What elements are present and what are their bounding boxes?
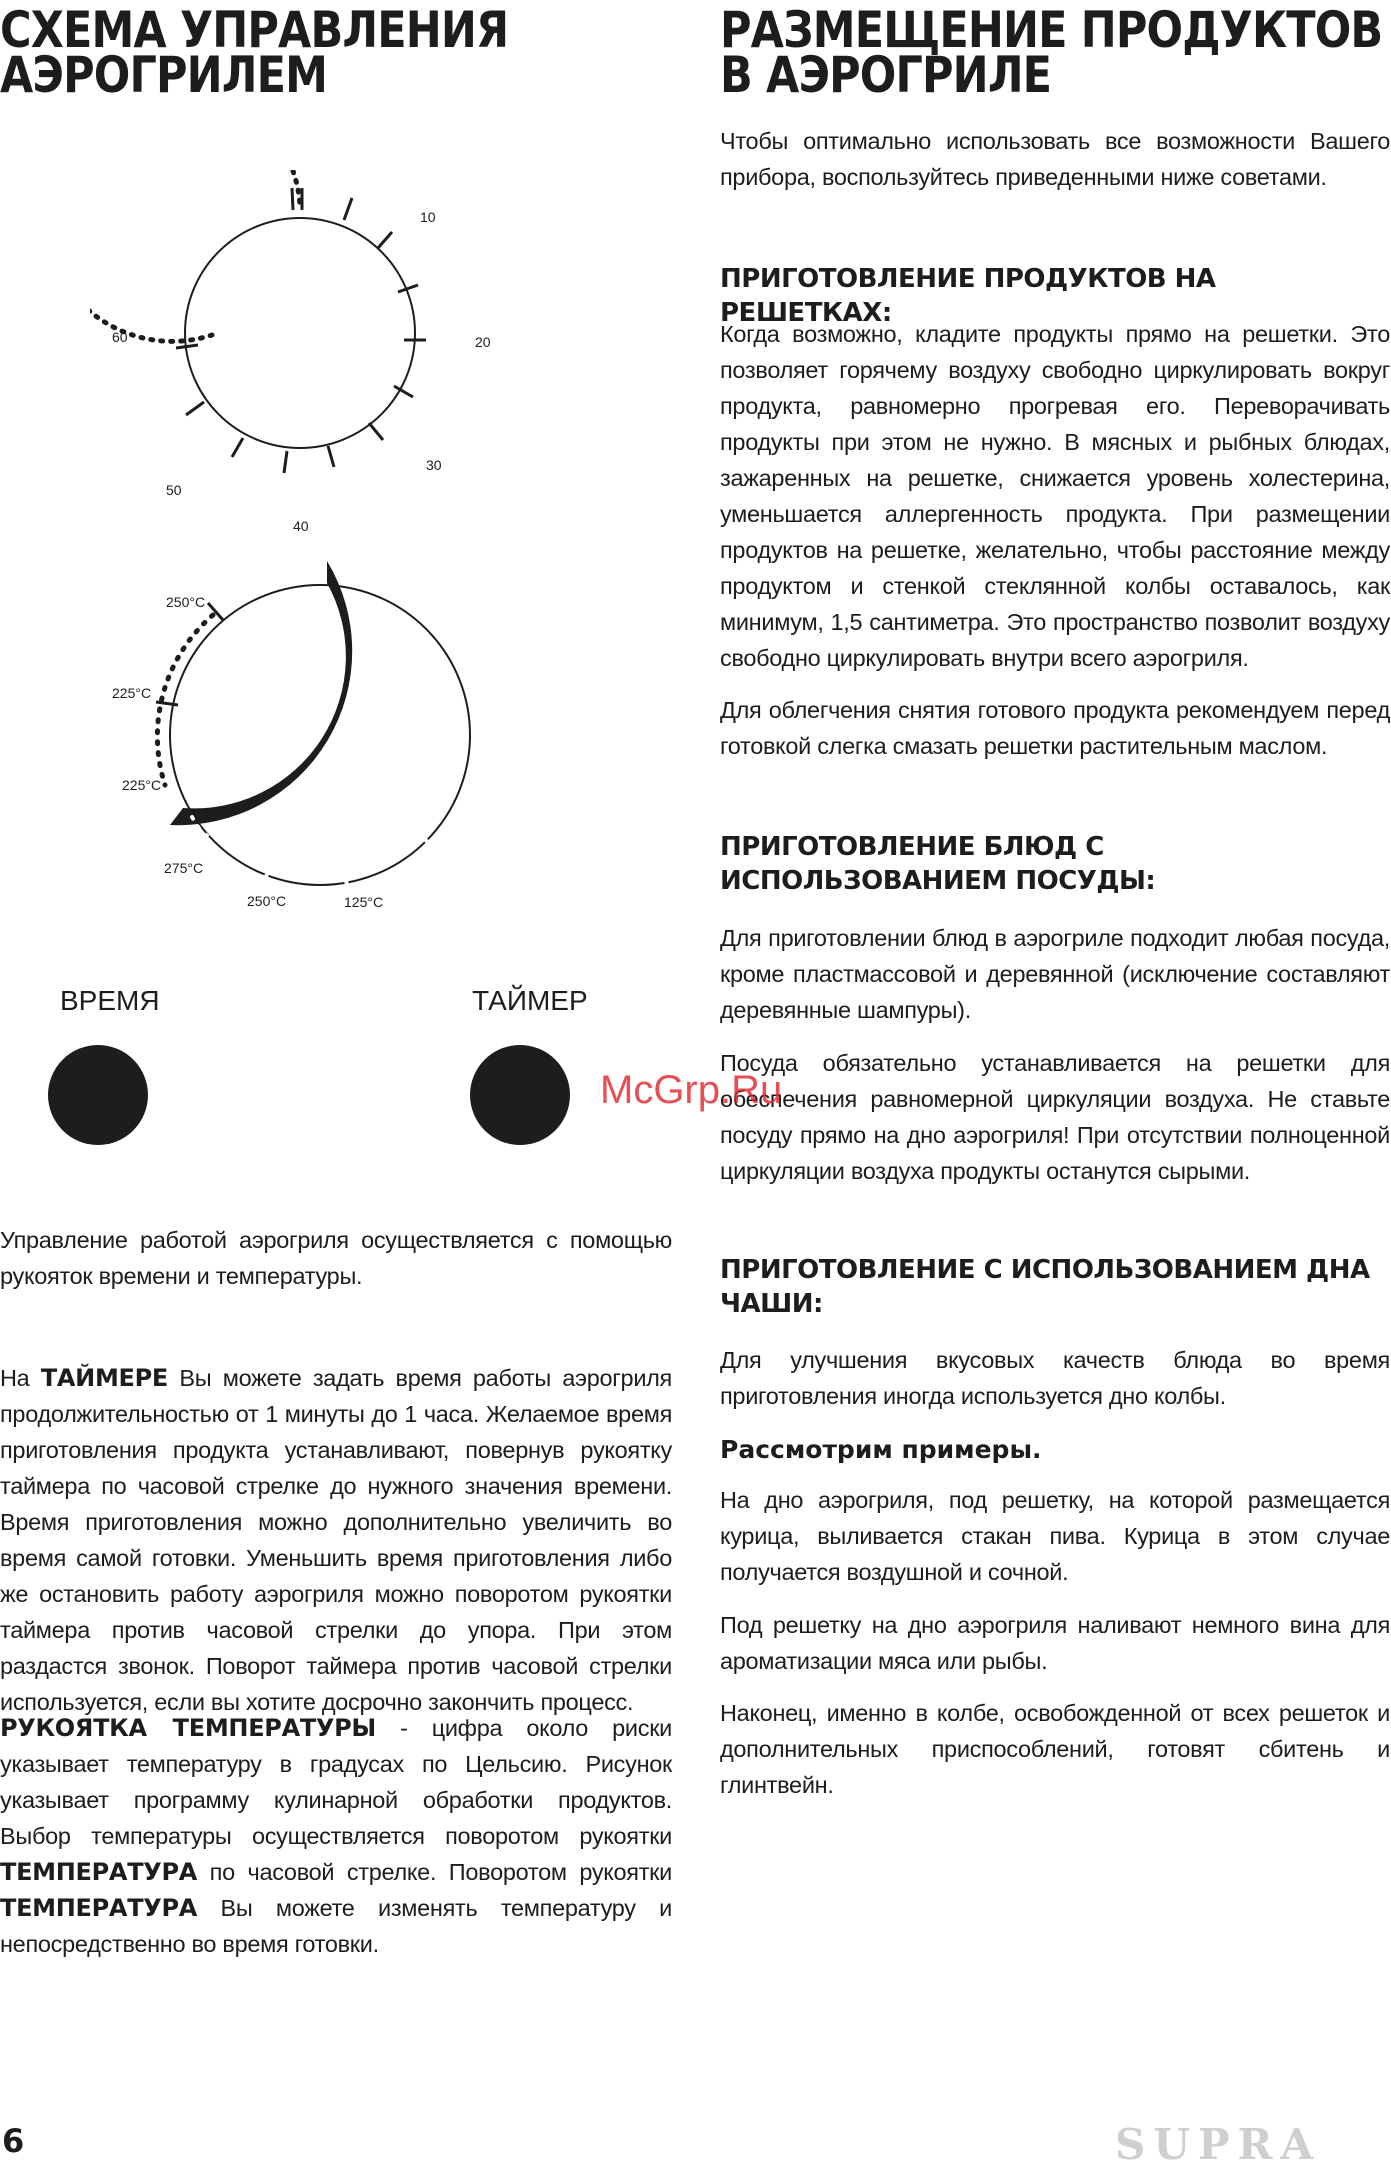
examples-heading: Рассмотрим примеры. <box>720 1435 1042 1464</box>
section3-paragraph1: Для улучшения вкусовых качеств блюда во время приготовления иногда используется дно колбы. <box>720 1347 1390 1409</box>
section3-paragraph4: Наконец, именно в колбе, освобожденной от всех решеток и дополнительных приспособлений, готовят сбитень и глинтвейн. <box>720 1700 1390 1798</box>
section3-paragraph3: Под решетку на дно аэрогриля наливают немного вина для ароматизации мяса или рыбы. <box>720 1612 1390 1674</box>
timer-label-40: 40 <box>293 518 309 534</box>
section3-paragraph2: На дно аэрогриля, под решетку, на которой размещается курица, выливается стакан пива. Курица в этом случае получается воздушной и сочной. <box>720 1487 1390 1585</box>
temp-para-text2: по часовой стрелке. Поворотом рукоятки <box>197 1859 672 1885</box>
timer-label-30: 30 <box>426 457 442 473</box>
temp-para-bold2: ТЕМПЕРАТУРА <box>0 1858 198 1886</box>
time-knob[interactable] <box>48 1045 148 1145</box>
right-intro-paragraph: Чтобы оптимально использовать все возможности Вашего прибора, воспользуйтесь приведенными ниже советами. <box>720 128 1390 190</box>
timer-dial-ticks <box>176 188 426 473</box>
temp-para-bold1: РУКОЯТКА ТЕМПЕРАТУРЫ <box>0 1714 376 1742</box>
knob-timer-label: ТАЙМЕР <box>472 985 588 1016</box>
temperature-paragraph <box>0 1710 672 1962</box>
brand-logo: SUPRA <box>1115 2120 1322 2169</box>
temp-label-250-top: 250°C <box>166 594 206 610</box>
timer-paragraph <box>0 1360 672 1720</box>
timer-para-bold: ТАЙМЕРЕ <box>40 1364 169 1392</box>
knob-time-label: ВРЕМЯ <box>60 985 160 1016</box>
section3-heading: ПРИГОТОВЛЕНИЕ С ИСПОЛЬЗОВАНИЕМ ДНА ЧАШИ: <box>720 1255 1370 1319</box>
timer-label-10: 10 <box>420 209 436 225</box>
timer-para-text: Вы можете задать время работы аэрогриля продолжительностью от 1 минуты до 1 часа. Желаемое время приготовления продукта устанавливают, повернув рукоятку таймера по часовой стрелке до нужного значения времени. Время приготовления можно дополнительно увеличить во время самой готовки. Уменьшить время приготовления либо же остановить работу аэрогриля можно поворотом рукоятки таймера против часовой стрелки до упора. При этом раздастся звонок. Поворот таймера против часовой стрелки используется, если вы хотите досрочно закончить процесс. <box>0 1365 672 1715</box>
timer-label-50: 50 <box>166 482 182 498</box>
timer-dial-diagram <box>90 170 510 550</box>
section1-paragraph2: Для облегчения снятия готового продукта рекомендуем перед готовкой слегка смазать решетки растительным маслом. <box>720 697 1390 759</box>
temp-label-275: 275°C <box>164 860 204 876</box>
timer-knob[interactable] <box>470 1045 570 1145</box>
temp-para-bold3: ТЕМПЕРАТУРА <box>0 1894 198 1922</box>
left-title-line1: СХЕМА УПРАВЛЕНИЯ <box>0 1 509 59</box>
temperature-dial-diagram <box>100 555 500 925</box>
timer-dial-circle <box>185 218 415 448</box>
temp-label-125: 125°C <box>344 894 384 910</box>
watermark: McGrp.Ru <box>600 1068 783 1112</box>
temp-dial-separators <box>193 831 433 902</box>
right-title-line1: РАЗМЕЩЕНИЕ ПРОДУКТОВ <box>720 1 1383 59</box>
timer-para-prefix: На <box>0 1365 41 1391</box>
temp-para-text1: - цифра около риски указывает температуру в градусах по Цельсию. Рисунок указывает программу кулинарной обработки продуктов. Выбор температуры осуществляется поворотом рукоятки <box>0 1715 672 1849</box>
timer-dial-dotted-arc <box>90 170 300 341</box>
left-intro-paragraph: Управление работой аэрогриля осуществляется с помощью рукояток времени и температуры. <box>0 1227 672 1289</box>
right-title-line2: В АЭРОГРИЛЕ <box>720 46 1052 104</box>
temp-dial-inner-dots <box>192 817 300 895</box>
page-number: 6 <box>2 2122 25 2160</box>
section1-paragraph1: Когда возможно, кладите продукты прямо на решетки. Это позволяет горячему воздуху свободно циркулировать вокруг продукта, равномерно прогревая его. Переворачивать продукты при этом не нужно. В мясных и рыбных блюдах, зажаренных на решетке, снижается уровень холестерина, уменьшается аллергенность продукта. При размещении продуктов на решетке, желательно, чтобы расстояние между продуктом и стенкой стеклянной колбы оставалось, как минимум, 1,5 сантиметра. Это пространство позволит воздуху свободно циркулировать внутри всего аэрогриля. <box>720 321 1390 671</box>
section2-paragraph1: Для приготовлении блюд в аэрогриле подходит любая посуда, кроме пластмассовой и деревянной (исключение составляют деревянные шампуры). <box>720 925 1390 1023</box>
temp-label-225-mid: 225°C <box>112 685 152 701</box>
section2-paragraph2: Посуда обязательно устанавливается на решетки для обеспечения равномерной циркуляции воздуха. Не ставьте посуду прямо на дно аэрогриля! При отсутствии полноценной циркуляции воздуха продукты останутся сырыми. <box>720 1050 1390 1184</box>
section1-heading: ПРИГОТОВЛЕНИЕ ПРОДУКТОВ НА РЕШЕТКАХ: <box>720 264 1216 328</box>
temp-label-250-bottom: 250°C <box>247 893 287 909</box>
section2-heading: ПРИГОТОВЛЕНИЕ БЛЮД С ИСПОЛЬЗОВАНИЕМ ПОСУДЫ: <box>720 832 1156 896</box>
timer-label-60: 60 <box>112 329 128 345</box>
left-title-line2: АЭРОГРИЛЕМ <box>0 46 328 104</box>
temp-para-text3: Вы можете изменять температуру и непосредственно во время готовки. <box>0 1895 672 1957</box>
timer-label-20: 20 <box>475 334 491 350</box>
temp-label-225-low: 225°C <box>122 777 162 793</box>
